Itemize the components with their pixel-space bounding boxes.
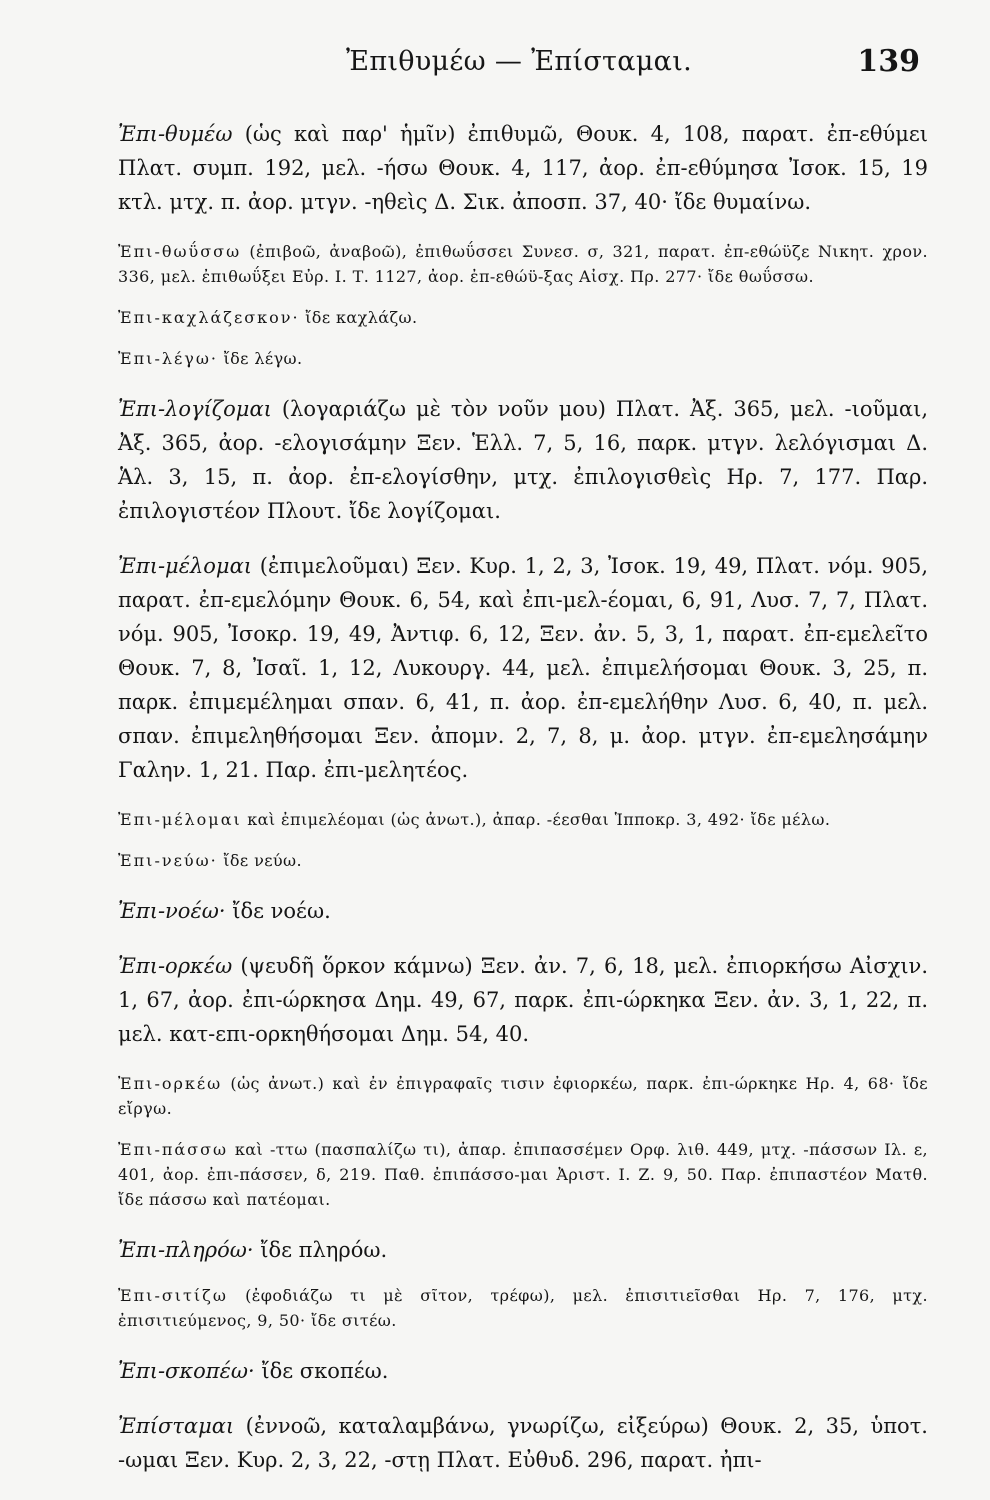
headword: Ἐπι-πληρόω· [118,1238,254,1262]
headword: Ἐπι-λέγω· [118,349,218,368]
running-title: Ἐπιθυμέω — Ἐπίσταμαι. [346,46,692,77]
headword: Ἐπι-θυμέω [118,122,233,146]
headword: Ἐπι-λογίζομαι [118,397,272,421]
entry-epiorkeo [118,949,928,1051]
page-body [118,96,928,1497]
entry-epinoeo [118,894,928,928]
entry-epithoysso [118,239,928,289]
entry-epimelomai [118,549,928,787]
headword: Ἐπι-μέλομαι [118,810,242,829]
entry-epikachlazeskon [118,305,928,330]
entry-text: καὶ -ττω (πασπαλίζω τι), ἀπαρ. ἐπιπασσέμεν Ορφ. λιθ. 449, μτχ. -πάσσων Ιλ. ε, 401, ἀορ. ἐπι-πάσσεν, δ, 219. Παθ. ἐπιπάσσο-μαι Ἀριστ. Ι. Ζ. 9, 50. Παρ. ἐπιπαστέον Ματθ. ἴδε πάσσω καὶ πατέομαι. [118,1140,928,1209]
headword: Ἐπι-σιτίζω [118,1286,228,1305]
headword: Ἐπι-ορκέω [118,1074,223,1093]
page-header [118,40,920,90]
entry-epipasso [118,1137,928,1212]
entry-text: ἴδε πληρόω. [260,1238,388,1262]
entry-text: ἴδε νεύω. [223,851,302,870]
page-number: 139 [857,44,920,79]
headword: Ἐπι-σκοπέω· [118,1359,255,1383]
headword: Ἐπι-πάσσω [118,1140,229,1159]
headword: Ἐπι-νεύω· [118,851,218,870]
headword: Ἐπι-ορκέω [118,954,233,978]
entry-episitizo [118,1283,928,1333]
entry-epistamai [118,1409,928,1477]
entry-text: ἴδε νοέω. [232,899,331,923]
entry-epineuo [118,848,928,873]
headword: Ἐπι-καχλάζεσκον· [118,308,300,327]
entry-text: (ἐφοδιάζω τι μὲ σῖτον, τρέφω), μελ. ἐπισιτιεῖσθαι Ηρ. 7, 176, μτχ. ἐπισιτιεύμενος, 9, 50· ἴδε σιτέω. [118,1286,928,1330]
headword: Ἐπι-νοέω· [118,899,226,923]
entry-text: (λογαριάζω μὲ τὸν νοῦν μου) Πλατ. Ἀξ. 365, μελ. -ιοῦμαι, Ἀξ. 365, ἀορ. -ελογισάμην Ξεν. Ἑλλ. 7, 5, 16, παρκ. μτγν. λελόγισμαι Δ. Ἁλ. 3, 15, π. ἀορ. ἐπ-ελογίσθην, μτχ. ἐπιλογισθεὶς Ηρ. 7, 177. Παρ. ἐπιλογιστέον Πλουτ. ἴδε λογίζομαι. [118,397,928,523]
entry-epithymeo [118,117,928,219]
entry-text: ἴδε καχλάζω. [305,308,418,327]
entry-epiorkeo-2 [118,1071,928,1121]
headword: Ἐπίσταμαι [118,1414,235,1438]
entry-epilego [118,346,928,371]
entry-epipleroo [118,1233,928,1267]
headword: Ἐπι-μέλομαι [118,554,252,578]
entry-text: ἴδε λέγω. [223,349,303,368]
entry-text: (ἐπιμελοῦμαι) Ξεν. Κυρ. 1, 2, 3, Ἰσοκ. 19, 49, Πλατ. νόμ. 905, παρατ. ἐπ-εμελόμην Θουκ. 6, 54, καὶ ἐπι-μελ-έομαι, 6, 91, Λυσ. 7, 7, Πλατ. νόμ. 905, Ἰσοκρ. 19, 49, Ἀντιφ. 6, 12, Ξεν. ἀν. 5, 3, 1, παρατ. ἐπ-εμελεῖτο Θουκ. 7, 8, Ἰσαῖ. 1, 12, Λυκουργ. 44, μελ. ἐπιμελήσομαι Θουκ. 3, 25, π. παρκ. ἐπιμεμέλημαι σπαν. 6, 41, π. ἀορ. ἐπ-εμελήθην Λυσ. 6, 40, π. μελ. σπαν. ἐπιμεληθήσομαι Ξεν. ἀπομν. 2, 7, 8, μ. ἀορ. μτγν. ἐπ-εμελησάμην Γαλην. 1, 21. Παρ. ἐπι-μελητέος. [118,554,928,782]
entry-text: ἴδε σκοπέω. [261,1359,389,1383]
entry-epimelomai-2 [118,807,928,832]
headword: Ἐπι-θωΰσσω [118,242,242,261]
entry-text: καὶ ἐπιμελέομαι (ὡς ἀνωτ.), ἀπαρ. -έεσθαι Ἱπποκρ. 3, 492· ἴδε μέλω. [247,810,831,829]
entry-epilogizomai [118,392,928,528]
entry-text: (ὡς ἀνωτ.) καὶ ἐν ἐπιγραφαῖς τισιν ἐφιορκέω, παρκ. ἐπι-ώρκηκε Ηρ. 4, 68· ἴδε εἴργω. [118,1074,928,1118]
entry-text: (ἐπιβοῶ, ἀναβοῶ), ἐπιθωΰσσει Συνεσ. σ, 321, παρατ. ἐπ-εθώϋζε Νικητ. χρον. 336, μελ. ἐπιθωΰξει Εὐρ. Ι. Τ. 1127, ἀορ. ἐπ-εθώϋ-ξας Αἰσχ. Πρ. 277· ἴδε θωΰσσω. [118,242,928,286]
entry-text: (ἐννοῶ, καταλαμβάνω, γνωρίζω, εἰξεύρω) Θουκ. 2, 35, ὑποτ. -ωμαι Ξεν. Κυρ. 2, 3, 22, -στῃ Πλατ. Εὐθυδ. 296, παρατ. ἠπι- [118,1414,928,1472]
entry-text: (ψευδῆ ὅρκον κάμνω) Ξεν. ἀν. 7, 6, 18, μελ. ἐπιορκήσω Αἰσχιν. 1, 67, ἀορ. ἐπι-ώρκησα Δημ. 49, 67, παρκ. ἐπι-ώρκηκα Ξεν. ἀν. 3, 1, 22, π. μελ. κατ-επι-ορκηθήσομαι Δημ. 54, 40. [118,954,928,1046]
entry-episkopeo [118,1354,928,1388]
entry-text: (ὡς καὶ παρ' ἡμῖν) ἐπιθυμῶ, Θουκ. 4, 108, παρατ. ἐπ-εθύμει Πλατ. συμπ. 192, μελ. -ήσω Θουκ. 4, 117, ἀορ. ἐπ-εθύμησα Ἰσοκ. 15, 19 κτλ. μτχ. π. ἀορ. μτγν. -ηθεὶς Δ. Σικ. ἀποσπ. 37, 40· ἴδε θυμαίνω. [118,122,928,214]
